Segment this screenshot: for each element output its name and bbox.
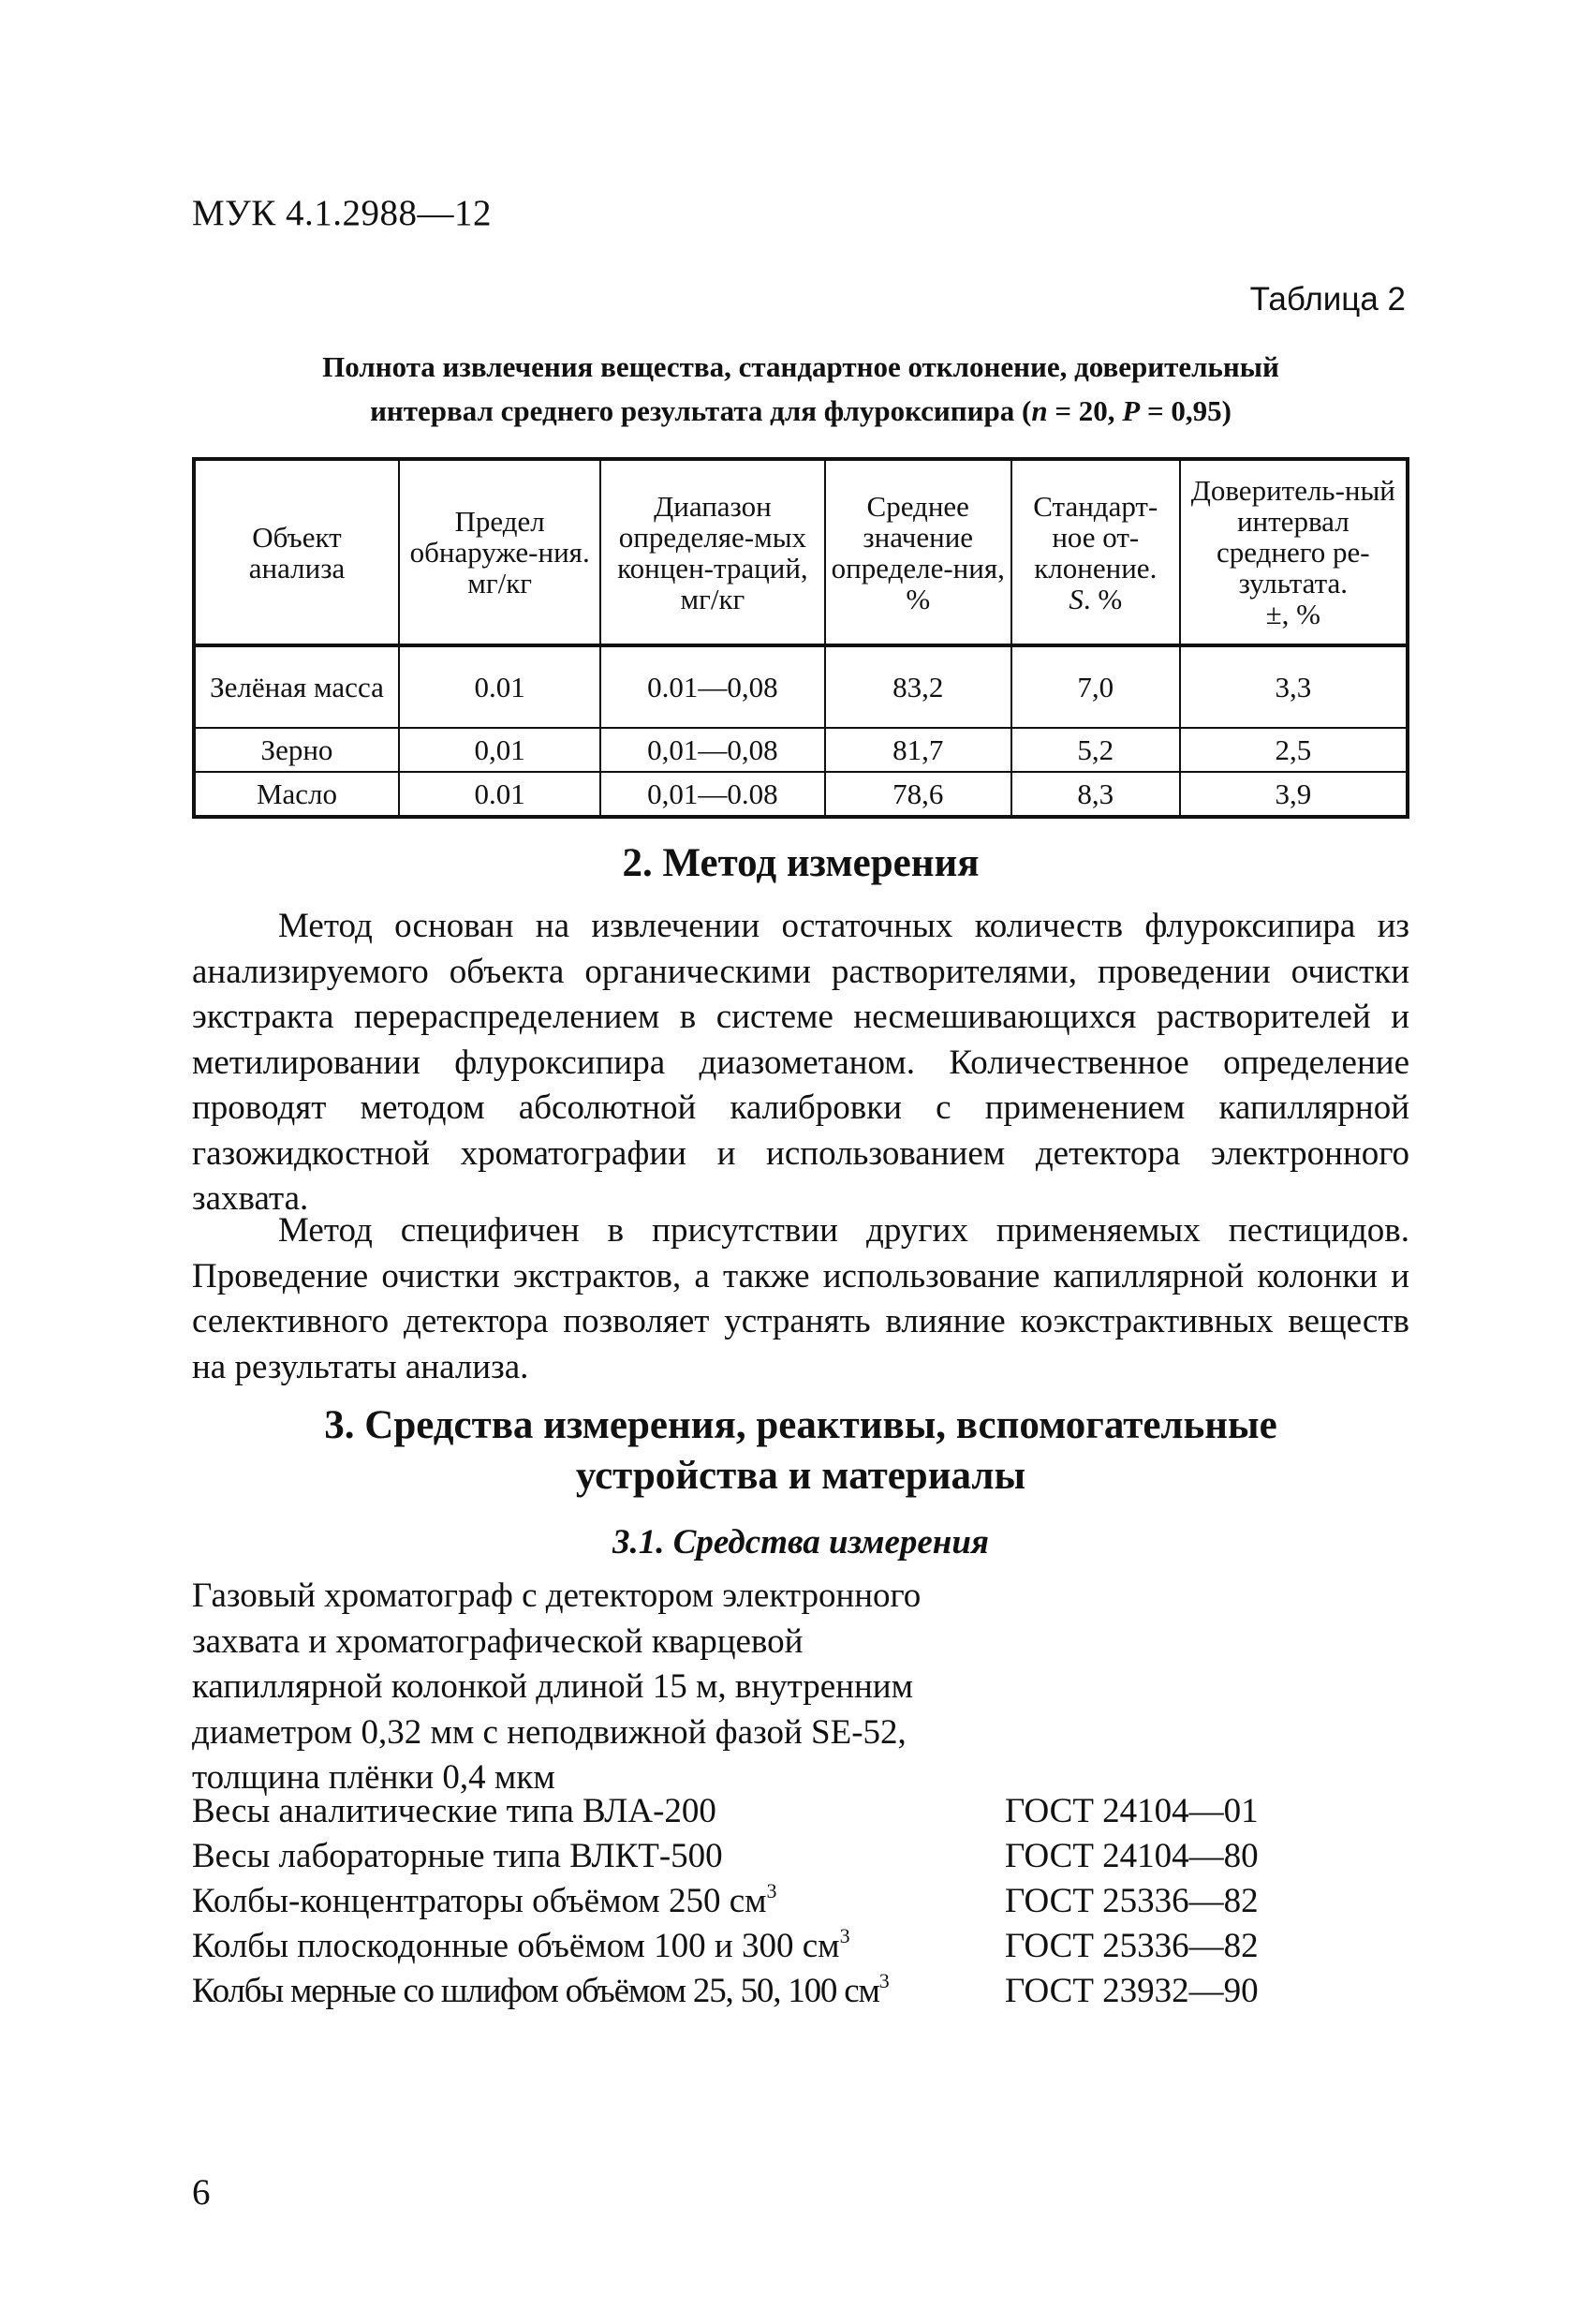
equipment-name-text: Колбы плоскодонные объёмом 100 и 300 см: [192, 1927, 840, 1965]
table-row: [194, 728, 1408, 772]
superscript: 3: [839, 1924, 850, 1947]
table-cell: 81,7: [825, 728, 1011, 772]
table-cell: 3,3: [1180, 645, 1408, 728]
table-title-n: n: [1031, 394, 1048, 427]
table-label: Таблица 2: [1249, 281, 1406, 318]
list-item: [192, 1969, 1409, 2014]
table-title-p: P: [1122, 394, 1141, 427]
equipment-standard: ГОСТ 25336—82: [1005, 1927, 1259, 1965]
section-2-heading: 2. Метод измерения: [622, 841, 980, 885]
equipment-standard: ГОСТ 24104—80: [1005, 1837, 1259, 1875]
column-header-text: Доверитель-ный интервал среднего ре-зультата.: [1190, 474, 1395, 600]
column-header: Диапазон определяе-мых концен-траций, мг/кг: [600, 459, 824, 645]
table-title-post: = 0,95): [1140, 394, 1232, 427]
table-row: [194, 772, 1408, 817]
column-header: Объект анализа: [194, 459, 399, 645]
s-suffix: . %: [1083, 582, 1123, 615]
equipment-name: [192, 1834, 1005, 1879]
equipment-name: [192, 1924, 1005, 1969]
method-paragraph-1: Метод основан на извлечении остаточных количеств флуроксипира из анализируемого объекта органическими растворителями, проведении очистки экстракта перераспределением в системе несмешивающихся растворителей и метилировании флуроксипира диазометаном. Количественное определение проводят методом абсолютной калибровки с применением капиллярной газожидкостной хроматографии и использованием детектора электронного захвата.: [192, 907, 1409, 1218]
table-cell: 0,01: [399, 728, 600, 772]
table-cell: 8,3: [1011, 772, 1180, 817]
table-cell: 78,6: [825, 772, 1011, 817]
equipment-name-text: Колбы мерные со шлифом объёмом 25, 50, 100 см: [192, 1972, 879, 2010]
section-3-heading-line-2: устройства и материалы: [575, 1454, 1026, 1498]
list-item: [192, 1924, 1409, 1969]
table-cell: 2,5: [1180, 728, 1408, 772]
ci-suffix: ±, %: [1265, 598, 1320, 630]
column-header: Среднее значение определе-ния, %: [825, 459, 1011, 645]
equipment-list: [192, 1789, 1409, 2014]
table-cell: 0,01—0.08: [600, 772, 824, 817]
document-code: МУК 4.1.2988—12: [192, 193, 493, 233]
equipment-name-text: Колбы-концентраторы объёмом 250 см: [192, 1882, 767, 1920]
list-item: [192, 1789, 1409, 1834]
column-header: [1011, 459, 1180, 645]
equipment-standard: ГОСТ 24104—01: [1005, 1792, 1259, 1830]
table-cell: 83,2: [825, 645, 1011, 728]
table-title-text: интервал среднего результата для флуроксипира (: [370, 394, 1032, 427]
table-cell: 0.01: [399, 772, 600, 817]
table-cell: Зерно: [194, 728, 399, 772]
section-3-heading-line-1: 3. Средства измерения, реактивы, вспомогательные: [324, 1403, 1277, 1447]
table-cell: 0.01—0,08: [600, 645, 824, 728]
table-header-row: [194, 459, 1408, 645]
equipment-name: [192, 1789, 1005, 1834]
table-cell: 3,9: [1180, 772, 1408, 817]
method-paragraph-2: Метод специфичен в присутствии других применяемых пестицидов. Проведение очистки экстрактов, а также использование капиллярной колонки и селективного детектора позволяет устранять влияние коэкстрактивных веществ на результаты анализа.: [192, 1211, 1409, 1386]
table-row: [194, 645, 1408, 728]
table-cell: 7,0: [1011, 645, 1180, 728]
table-title-line-1: Полнота извлечения вещества, стандартное отклонение, доверительный: [322, 350, 1279, 383]
table-cell: 0.01: [399, 645, 600, 728]
equipment-standard: ГОСТ 25336—82: [1005, 1882, 1259, 1920]
column-header: [1180, 459, 1408, 645]
subsection-3-1-heading: 3.1. Средства измерения: [612, 1523, 989, 1562]
chromatograph-description: Газовый хроматограф с детектором электронного захвата и хроматографической кварцевой капиллярной колонкой длиной 15 м, внутренним диаметром 0,32 мм с неподвижной фазой SE-52, толщина плёнки 0,4 мкм: [192, 1576, 922, 1797]
page-number: 6: [192, 2172, 211, 2213]
equipment-name: [192, 1969, 1005, 2014]
table-cell: Масло: [194, 772, 399, 817]
column-header-text: Стандарт-ное от-клонение.: [1033, 489, 1158, 585]
equipment-standard: ГОСТ 23932—90: [1005, 1972, 1259, 2010]
list-item: [192, 1834, 1409, 1879]
table-title-mid: = 20,: [1047, 394, 1123, 427]
superscript: 3: [878, 1969, 889, 1992]
list-item: [192, 1879, 1409, 1924]
equipment-name: [192, 1879, 1005, 1924]
table-title-line-2: [192, 389, 1409, 433]
table-cell: 5,2: [1011, 728, 1180, 772]
column-header: Предел обнаруже-ния. мг/кг: [399, 459, 600, 645]
table-cell: 0,01—0,08: [600, 728, 824, 772]
table-cell: Зелёная масса: [194, 645, 399, 728]
recovery-table: [192, 457, 1409, 819]
table-title: [192, 345, 1409, 433]
equipment-name-text: Весы лабораторные типа ВЛКТ-500: [192, 1837, 723, 1875]
superscript: 3: [766, 1879, 777, 1902]
section-3-heading: [192, 1400, 1409, 1502]
equipment-name-text: Весы аналитические типа ВЛА-200: [192, 1792, 716, 1830]
s-symbol: S: [1069, 582, 1084, 615]
